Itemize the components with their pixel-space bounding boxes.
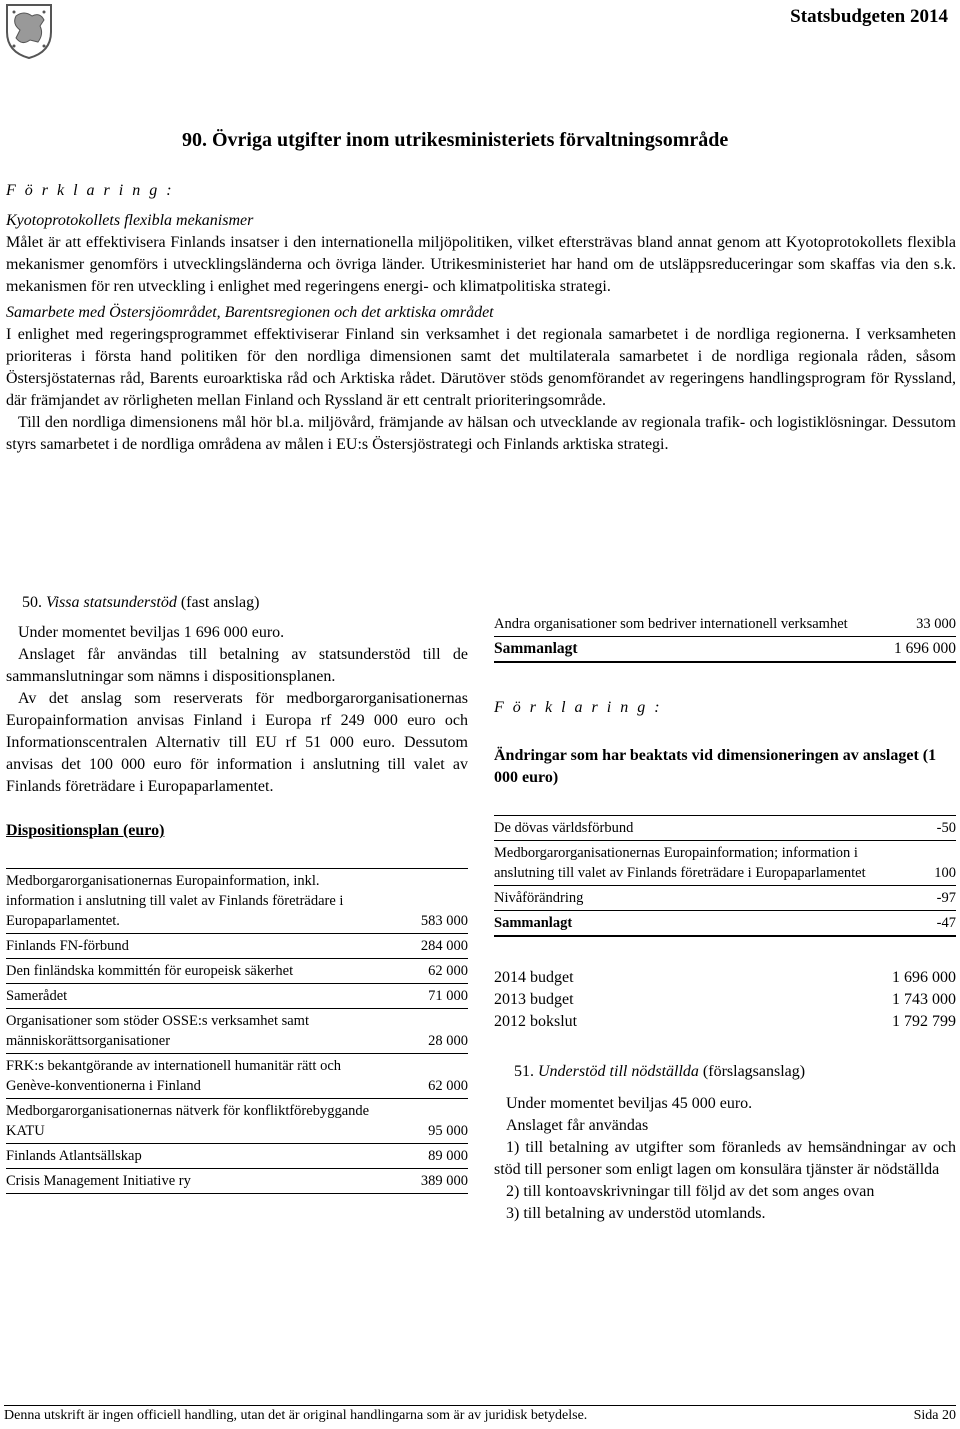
- section-51-body: [494, 1093, 956, 1225]
- disposition-row-value: 62 000: [428, 963, 468, 979]
- disposition-row-label: FRK:s bekantgörande av internationell humanitär rätt och Genève-konventionerna i Finland: [6, 1058, 342, 1094]
- disposition-row-value: 71 000: [428, 988, 468, 1004]
- disposition-row: [6, 868, 468, 934]
- disposition-row-label: Samerådet: [6, 988, 68, 1004]
- changes-row-value: -50: [936, 820, 956, 836]
- intro-section: [6, 210, 956, 456]
- footer-divider: [4, 1405, 956, 1406]
- disposition-sum-value: 1 696 000: [894, 640, 956, 657]
- disposition-row-label: Finlands Atlantsällskap: [6, 1148, 142, 1164]
- disposition-row: [6, 1009, 468, 1054]
- kyoto-text: Målet är att effektivisera Finlands insatser i den internationella miljöpolitiken, vilket eftersträvas bland annat genom att Kyotoprotokollets flexibla mekanismer genomförs i utvecklingsländerna och övriga länder. Utrikesministeriet har hand om de utsläppsreduceringar som skaffas via den s.k. mekanismen för ren utveckling i enlighet med regeringens energi- och klimatpolitiska strategi.: [6, 234, 956, 295]
- section-50-number: 50.: [22, 594, 42, 611]
- coat-of-arms-logo: [4, 2, 54, 60]
- page-title: 90. Övriga utgifter inom utrikesministeriets förvaltningsområde: [182, 129, 729, 151]
- section-50-heading: [6, 592, 468, 614]
- left-column: [6, 592, 468, 1194]
- section-51-p3: 1) till betalning av utgifter som föranleds av hemsändningar av och stöd till personer som enligt lagen om konsulära tjänster är nödställda: [494, 1139, 956, 1178]
- disposition-row-label: Crisis Management Initiative ry: [6, 1173, 191, 1189]
- budget-row: [494, 989, 956, 1011]
- footer-disclaimer: Denna utskrift är ingen officiell handling, utan det är original handlingarna som är av juridisk betydelse.: [4, 1408, 588, 1423]
- budget-row: [494, 967, 956, 989]
- disposition-sum-row: [494, 637, 956, 663]
- disposition-row-value: 28 000: [428, 1033, 468, 1049]
- changes-row: [494, 841, 956, 886]
- baltic-heading: Samarbete med Östersjöområdet, Barentsregionen och det arktiska området: [6, 304, 494, 321]
- disposition-row: [6, 1144, 468, 1169]
- disposition-row-label: Finlands FN-förbund: [6, 938, 129, 954]
- disposition-row: [494, 612, 956, 637]
- explanation-label: F ö r k l a r i n g :: [6, 182, 175, 199]
- changes-table: [494, 815, 956, 911]
- changes-row-label: De dövas världsförbund: [494, 820, 634, 836]
- changes-row-value: -97: [936, 890, 956, 906]
- changes-row-label: Nivåförändring: [494, 890, 584, 906]
- disposition-row-label: Medborgarorganisationernas nätverk för konfliktförebyggande KATU: [6, 1103, 370, 1139]
- disposition-row-label: Medborgarorganisationernas Europainformation, inkl. information i anslutning till valet av Finlands företrädare i Europaparlamentet.: [6, 873, 344, 929]
- section-51-number: 51.: [514, 1063, 534, 1080]
- section-51-p4: 2) till kontoavskrivningar till följd av det som anges ovan: [506, 1183, 875, 1200]
- changes-sum-row: [494, 911, 956, 937]
- footer: [4, 1408, 956, 1424]
- baltic-text-2: Till den nordliga dimensionens mål hör bl.a. miljövård, främjande av hälsan och utvecklande av regionala trafik- och logistiklösningar. Dessutom styrs samarbetet i de nordliga områdena av målen i EU:s Östersjöstrategi och Finlands arktiska strategi.: [6, 414, 956, 453]
- section-51-title: Understöd till nödställda: [538, 1063, 699, 1080]
- section-51-type: (förslagsanslag): [702, 1063, 806, 1080]
- kyoto-heading: Kyotoprotokollets flexibla mekanismer: [6, 212, 254, 229]
- section-50-p1: Under momentet beviljas 1 696 000 euro.: [18, 624, 285, 641]
- disposition-row-value: 62 000: [428, 1078, 468, 1094]
- budget-row-value: 1 792 799: [892, 1013, 956, 1030]
- disposition-table: [6, 868, 468, 1194]
- section-50-p3: Av det anslag som reserverats för medborgarorganisationernas Europainformation anvisas Finland i Europa rf 249 000 euro och Informationscentralen Alternativ till EU rf 51 000 euro. Dessutom anvisas det 100 000 euro för information i anslutning till valet av Finlands företrädare i Europaparlamentet.: [6, 690, 468, 795]
- changes-title: Ändringar som har beaktats vid dimensioneringen av anslaget (1 000 euro): [494, 747, 937, 786]
- disposition-row-value: 284 000: [420, 938, 468, 954]
- changes-row-value: 100: [934, 865, 956, 881]
- section-51-heading: [494, 1061, 956, 1083]
- changes-row: [494, 886, 956, 911]
- budget-row-label: 2012 bokslut: [494, 1013, 578, 1030]
- disposition-row-value: 95 000: [428, 1123, 468, 1139]
- changes-row-label: Medborgarorganisationernas Europainformation; information i anslutning till valet av Finlands företrädare i Europaparlamentet: [494, 845, 866, 881]
- right-column: [494, 612, 956, 1225]
- section-50-title: Vissa statsunderstöd: [46, 594, 177, 611]
- budget-table: [494, 967, 956, 1033]
- changes-row: [494, 815, 956, 841]
- changes-sum-value: -47: [936, 915, 956, 931]
- disposition-row: [6, 984, 468, 1009]
- section-51-p2: Anslaget får användas: [506, 1117, 649, 1134]
- disposition-table-continued: [494, 612, 956, 637]
- budget-row-value: 1 743 000: [892, 991, 956, 1008]
- header-title: Statsbudgeten 2014: [790, 6, 948, 27]
- disposition-row-value: 33 000: [916, 616, 956, 632]
- disposition-row: [6, 1099, 468, 1144]
- disposition-title: Dispositionsplan (euro): [6, 822, 165, 839]
- changes-sum-label: Sammanlagt: [494, 915, 573, 931]
- budget-row-label: 2013 budget: [494, 991, 574, 1008]
- disposition-row-value: 583 000: [420, 913, 468, 929]
- disposition-row: [6, 934, 468, 959]
- disposition-row-label: Andra organisationer som bedriver internationell verksamhet: [494, 616, 848, 632]
- disposition-row: [6, 1169, 468, 1194]
- disposition-row-label: Organisationer som stöder OSSE:s verksamhet samt människorättsorganisationer: [6, 1013, 309, 1049]
- footer-page-number: Sida 20: [913, 1408, 956, 1423]
- section-51-p1: Under momentet beviljas 45 000 euro.: [506, 1095, 753, 1112]
- section-51-p5: 3) till betalning av understöd utomlands.: [506, 1205, 766, 1222]
- section-50-type: (fast anslag): [180, 594, 260, 611]
- budget-row-label: 2014 budget: [494, 969, 574, 986]
- baltic-text-1: I enlighet med regeringsprogrammet effektiviserar Finland sin verksamhet i det regionala samarbetet i de nordliga regionerna. I verksamheten prioriteras i första hand politiken för den nordliga dimensionen samt det multilaterala samarbetet i de nordliga regionala råden, såsom Östersjöstaternas råd, Barents euroarktiska råd och Arktiska rådet. Därutöver stöds genomförandet av regeringens handlingsprogram för Ryssland, där främjandet av rörligheten mellan Finland och Ryssland är ett centralt prioriteringsområde.: [6, 326, 956, 409]
- disposition-row: [6, 1054, 468, 1099]
- budget-row-value: 1 696 000: [892, 969, 956, 986]
- section-50-explanation-label: F ö r k l a r i n g :: [494, 699, 663, 716]
- disposition-row-label: Den finländska kommittén för europeisk säkerhet: [6, 963, 294, 979]
- disposition-sum-label: Sammanlagt: [494, 640, 578, 657]
- disposition-row-value: 389 000: [420, 1173, 468, 1189]
- disposition-row-value: 89 000: [428, 1148, 468, 1164]
- disposition-row: [6, 959, 468, 984]
- budget-row: [494, 1011, 956, 1033]
- section-50-p2: Anslaget får användas till betalning av statsunderstöd till de sammanslutningar som nämns i dispositionsplanen.: [6, 646, 468, 685]
